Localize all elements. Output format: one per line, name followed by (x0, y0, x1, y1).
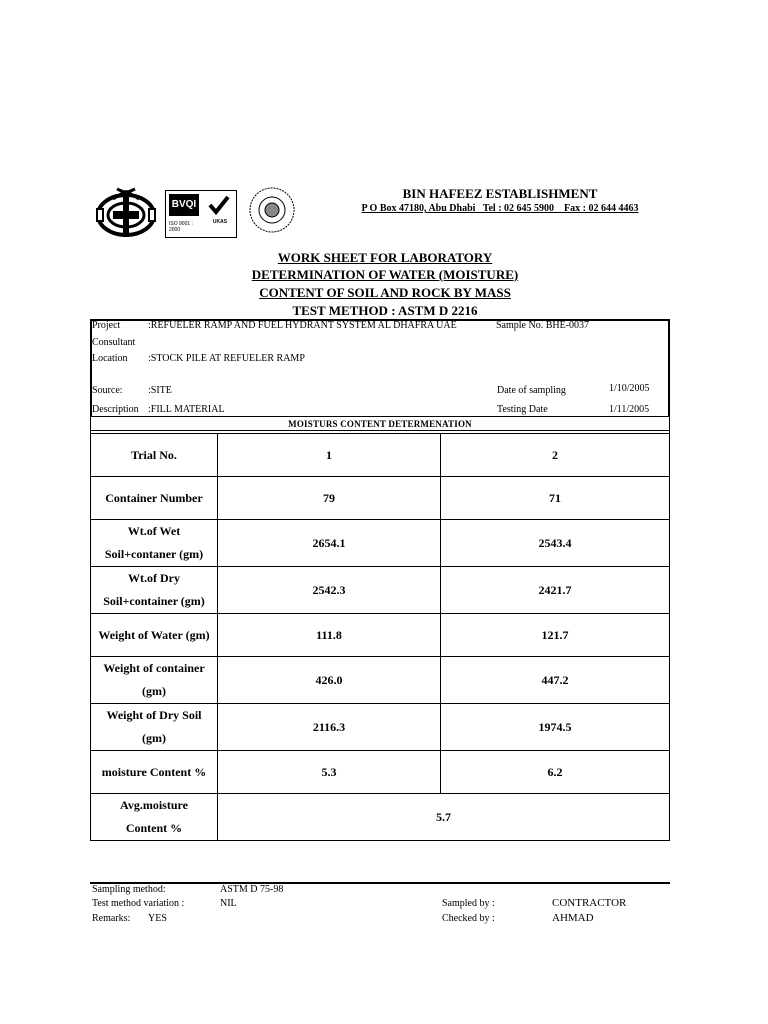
table-row (91, 704, 670, 751)
row-label: Weight of container (gm) (91, 657, 218, 704)
row-label: Container Number (91, 477, 218, 520)
project-label: Project (92, 320, 121, 331)
sampling-method-label: Sampling method: (92, 884, 166, 895)
checked-by-value: AHMAD (552, 912, 594, 924)
testing-date-label: Testing Date (497, 404, 548, 415)
title-line-1: WORK SHEET FOR LABORATORY (277, 250, 493, 265)
trial-2-value: 2 (441, 434, 670, 477)
date-of-sampling-label: Date of sampling (497, 385, 566, 396)
moisture-table (90, 416, 670, 841)
company-emblem-logo (95, 185, 157, 240)
trial-2-value: 71 (441, 477, 670, 520)
table-row (91, 434, 670, 477)
sampled-by-label: Sampled by : (442, 898, 495, 909)
trial-2-value: 447.2 (441, 657, 670, 704)
avg-moisture-value: 5.7 (218, 794, 670, 841)
consultant-label: Consultant (92, 337, 136, 348)
trial-1-value: 1 (218, 434, 441, 477)
footer-divider (90, 882, 670, 884)
row-label: Weight of Water (gm) (91, 614, 218, 657)
trial-1-value: 111.8 (218, 614, 441, 657)
checkmark-icon (208, 195, 230, 215)
avg-label: Avg.moisture Content % (91, 794, 218, 841)
source-label: Source: (92, 385, 123, 396)
table-row (91, 477, 670, 520)
table-row (91, 567, 670, 614)
trial-1-value: 2654.1 (218, 520, 441, 567)
trial-1-value: 5.3 (218, 751, 441, 794)
sampled-by-value: CONTRACTOR (552, 897, 627, 909)
test-variation-label: Test method variation : (92, 898, 185, 909)
row-label: moisture Content % (91, 751, 218, 794)
table-row (91, 751, 670, 794)
trial-2-value: 2543.4 (441, 520, 670, 567)
project-value: :REFUELER RAMP AND FUEL HYDRANT SYSTEM AL DHAFRA UAE (148, 320, 457, 331)
table-row (91, 657, 670, 704)
title-line-3: CONTENT OF SOIL AND ROCK BY MASS (259, 285, 511, 300)
bvqi-iso-logo (165, 190, 237, 238)
source-value: :SITE (148, 385, 172, 396)
description-label: Description (92, 404, 139, 415)
title-line-4: TEST METHOD : ASTM D 2216 (292, 303, 478, 318)
table-row (91, 614, 670, 657)
test-variation-value: NIL (220, 898, 237, 909)
row-label: Wt.of Dry Soil+container (gm) (91, 567, 218, 614)
sample-info-box (90, 319, 670, 416)
testing-date-value: 1/11/2005 (609, 404, 650, 415)
location-label: Location (92, 353, 128, 364)
ukas-mark: UKAS (212, 219, 228, 225)
location-value: :STOCK PILE AT REFUELER RAMP (148, 353, 305, 364)
row-label: Weight of Dry Soil (gm) (91, 704, 218, 751)
sampling-method-value: ASTM D 75-98 (220, 884, 284, 895)
bvqi-mark: BVQI (169, 194, 199, 216)
company-address: P O Box 47180, Abu Dhabi Tel : 02 645 5900 Fax : 02 644 4463 (361, 203, 639, 214)
company-name: BIN HAFEEZ ESTABLISHMENT (402, 186, 598, 201)
trial-2-value: 1974.5 (441, 704, 670, 751)
circular-seal-logo (247, 185, 297, 235)
trial-1-value: 2542.3 (218, 567, 441, 614)
trial-1-value: 426.0 (218, 657, 441, 704)
row-label: Trial No. (91, 434, 218, 477)
trial-1-value: 79 (218, 477, 441, 520)
table-row (91, 520, 670, 567)
row-label: Wt.of Wet Soil+contaner (gm) (91, 520, 218, 567)
title-line-2: DETERMINATION OF WATER (MOISTURE) (251, 267, 519, 282)
trial-1-value: 2116.3 (218, 704, 441, 751)
trial-2-value: 2421.7 (441, 567, 670, 614)
remarks-value: YES (148, 913, 167, 924)
trial-2-value: 121.7 (441, 614, 670, 657)
date-of-sampling-value: 1/10/2005 (609, 383, 650, 394)
table-heading-row (91, 417, 670, 431)
avg-row (91, 794, 670, 841)
iso-mark: ISO 9001 : 2000 (169, 221, 193, 233)
trial-2-value: 6.2 (441, 751, 670, 794)
remarks-label: Remarks: (92, 913, 131, 924)
description-value: :FILL MATERIAL (148, 404, 225, 415)
checked-by-label: Checked by : (442, 913, 495, 924)
sample-number: Sample No. BHE-0037 (496, 320, 590, 331)
table-heading: MOISTURS CONTENT DETERMENATION (91, 417, 670, 431)
